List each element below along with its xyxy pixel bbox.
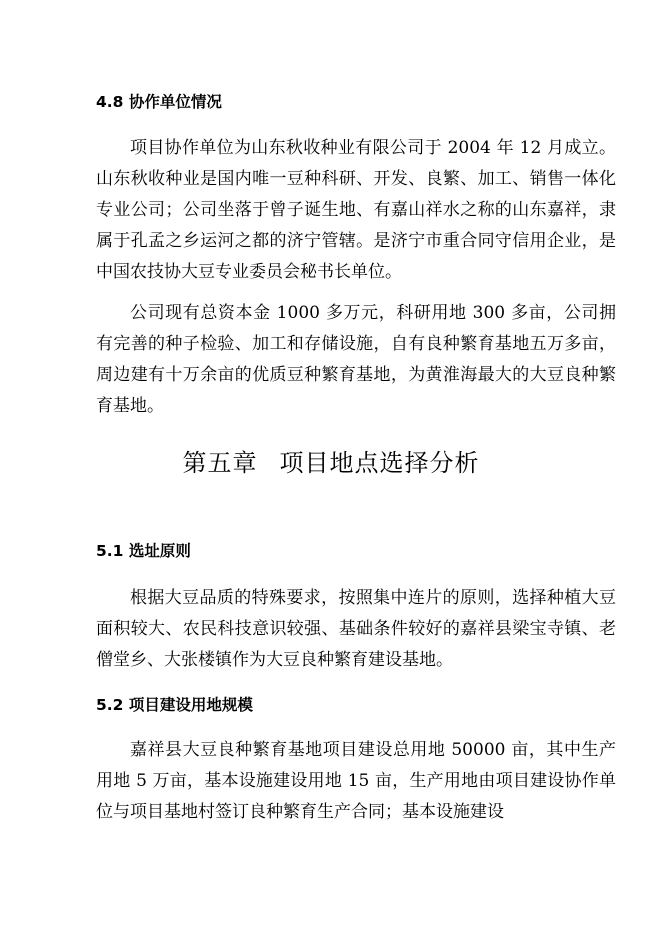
section-5-2-heading: 5.2 项目建设用地规模 [96, 696, 253, 714]
section-4-8-paragraph-1: 项目协作单位为山东秋收种业有限公司于 2004 年 12 月成立。山东秋收种业是国内唯一豆种科研、开发、良繁、加工、销售一体化专业公司；公司坐落于曾子诞生地、有嘉山祥水之称的山东嘉祥，隶属于孔孟之乡运河之都的济宁管辖。是济宁市重合同守信用企业，是中国农技协大豆专业委员会秘书长单位。 [96, 138, 616, 282]
section-4-8-paragraph-2: 公司现有总资本金 1000 多万元，科研用地 300 多亩，公司拥有完善的种子检验、加工和存储设施，自有良种繁育基地五万多亩，周边建有十万余亩的优质豆种繁育基地，为黄淮海最大的大豆良种繁育基地。 [96, 303, 616, 416]
section-4-8-heading: 4.8 协作单位情况 [96, 93, 222, 111]
chapter-name: 项目地点选择分析 [279, 449, 480, 477]
chapter-number: 第五章 [182, 449, 258, 477]
section-5-1-paragraph: 根据大豆品质的特殊要求，按照集中连片的原则，选择种植大豆面积较大、农民科技意识较强、基础条件较好的嘉祥县梁宝寺镇、老僧堂乡、大张楼镇作为大豆良种繁育建设基地。 [96, 588, 616, 670]
section-5-1-heading: 5.1 选址原则 [96, 542, 191, 560]
chapter-title [0, 448, 662, 478]
section-5-2-paragraph: 嘉祥县大豆良种繁育基地项目建设总用地 50000 亩，其中生产用地 5 万亩，基本设施建设用地 15 亩，生产用地由项目建设协作单位与项目基地村签订良种繁育生产合同；基本设施建设 [96, 740, 616, 822]
